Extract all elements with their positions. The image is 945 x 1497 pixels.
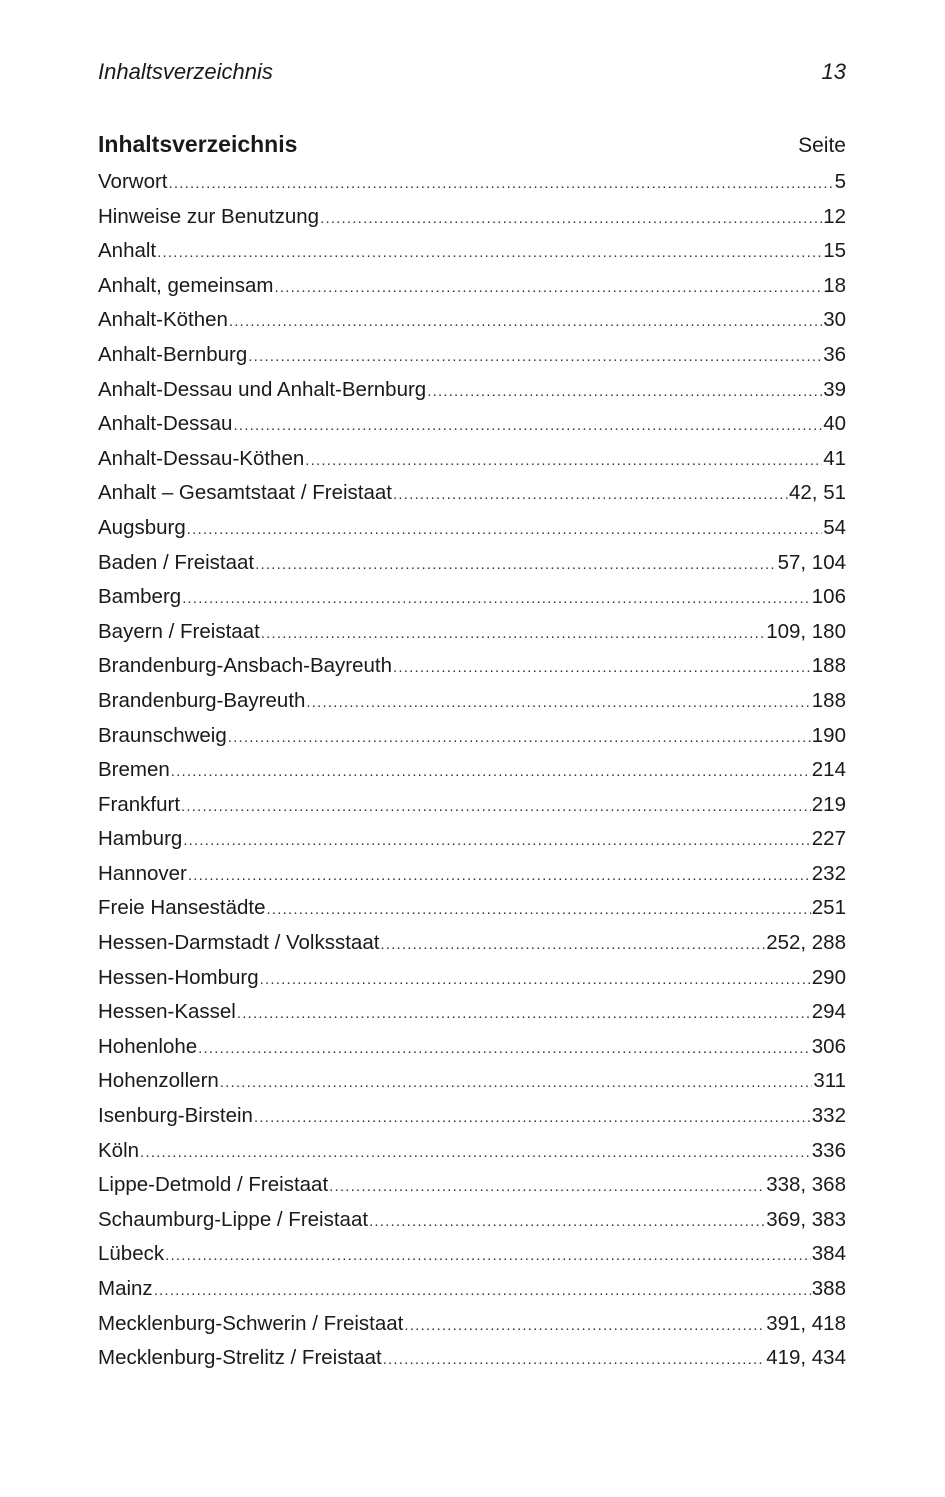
toc-entry-page: 232	[811, 861, 846, 885]
toc-entry	[98, 1030, 846, 1065]
dot-leader	[393, 478, 788, 513]
toc-entry-page: 5	[834, 170, 846, 193]
toc-entry-title: Baden / Freistaat	[98, 550, 255, 574]
toc-entry	[98, 476, 846, 511]
toc-entry-page: 214	[811, 758, 846, 782]
toc-entry-title: Braunschweig	[98, 723, 227, 747]
toc-entry-page: 36	[823, 342, 846, 366]
toc-entry-page: 306	[811, 1034, 846, 1058]
toc-entry-page: 42, 51	[789, 481, 846, 505]
toc-entry-page: 30	[823, 308, 846, 332]
toc-entry-title: Freie Hansestädte	[98, 896, 266, 920]
toc-entry	[98, 1064, 846, 1099]
toc-entry-page: 252, 288	[766, 931, 846, 955]
dot-leader	[260, 963, 811, 998]
toc-entry	[98, 649, 846, 684]
dot-leader	[393, 651, 811, 686]
dot-leader	[274, 271, 822, 306]
toc-entry-page: 41	[823, 446, 846, 470]
dot-leader	[261, 617, 765, 652]
toc-entry-title: Anhalt – Gesamtstaat / Freistaat	[98, 481, 392, 505]
toc-entry	[98, 442, 846, 477]
toc-entry	[98, 165, 846, 200]
toc-entry-title: Brandenburg-Bayreuth	[98, 688, 306, 712]
toc-entry-title: Anhalt-Dessau	[98, 412, 233, 436]
toc-entry-page: 388	[811, 1277, 846, 1300]
dot-leader	[154, 1274, 811, 1309]
dot-leader	[157, 236, 822, 271]
toc-entry-title: Hamburg	[98, 827, 183, 851]
toc-entry	[98, 511, 846, 546]
toc-entry-title: Hessen-Homburg	[98, 965, 259, 989]
toc-entry-title: Anhalt, gemeinsam	[98, 273, 274, 297]
toc-entry	[98, 822, 846, 857]
toc-entry	[98, 1099, 846, 1134]
toc-entry-page: 18	[823, 273, 846, 297]
dot-leader	[233, 409, 822, 444]
toc-entry-title: Mecklenburg-Schwerin / Freistaat	[98, 1311, 404, 1335]
toc-entry	[98, 407, 846, 442]
dot-leader	[140, 1136, 811, 1171]
toc-entry-title: Mecklenburg-Strelitz / Freistaat	[98, 1346, 382, 1370]
toc-entry-page: 188	[811, 688, 846, 712]
toc-entry-title: Bamberg	[98, 585, 182, 609]
toc-entry-page: 219	[811, 792, 846, 816]
toc-entry-page: 106	[811, 585, 846, 609]
toc-entry-title: Vorwort	[98, 170, 168, 193]
toc-entry-page: 188	[811, 654, 846, 678]
toc-entry-title: Schaumburg-Lippe / Freistaat	[98, 1207, 369, 1231]
toc-entry-page: 294	[811, 1000, 846, 1024]
toc-entry	[98, 1203, 846, 1238]
toc-entry	[98, 926, 846, 961]
toc-entry-title: Hannover	[98, 861, 187, 885]
toc-heading: Inhaltsverzeichnis	[98, 131, 298, 157]
dot-leader	[182, 582, 811, 617]
dot-leader	[220, 1066, 813, 1101]
toc-entry-title: Anhalt	[98, 239, 157, 263]
dot-leader	[427, 375, 822, 410]
toc-entry-title: Isenburg-Birstein	[98, 1104, 253, 1128]
dot-leader	[380, 928, 765, 963]
dot-leader	[188, 859, 811, 894]
toc-entry-title: Augsburg	[98, 515, 186, 539]
dot-leader	[181, 790, 811, 825]
toc-entry-page: 57, 104	[777, 550, 846, 574]
toc-entry-page: 336	[811, 1138, 846, 1162]
toc-entry	[98, 1237, 846, 1272]
toc-entry	[98, 1134, 846, 1169]
toc-entry-page: 109, 180	[766, 619, 846, 643]
toc-entry	[98, 1341, 846, 1376]
toc-entry-title: Köln	[98, 1138, 140, 1162]
toc-entry-title: Hessen-Darmstadt / Volksstaat	[98, 931, 380, 955]
toc-entry	[98, 546, 846, 581]
toc-entry	[98, 338, 846, 373]
toc-entry	[98, 373, 846, 408]
toc-entry-title: Anhalt-Köthen	[98, 308, 228, 332]
dot-leader	[306, 686, 810, 721]
dot-leader	[248, 340, 822, 375]
toc-entry-title: Hohenlohe	[98, 1034, 198, 1058]
toc-entry	[98, 615, 846, 650]
toc-entry	[98, 788, 846, 823]
toc-entry-page: 12	[823, 204, 846, 228]
toc-entry-title: Bremen	[98, 758, 170, 782]
toc-entry-page: 39	[823, 377, 846, 401]
toc-entry-page: 369, 383	[766, 1207, 846, 1231]
toc-entry-page: 419, 434	[766, 1346, 846, 1370]
dot-leader	[305, 444, 822, 479]
toc-entry-title: Hohenzollern	[98, 1069, 219, 1093]
dot-leader	[267, 893, 811, 928]
toc-entry-title: Anhalt-Dessau und Anhalt-Bernburg	[98, 377, 427, 401]
toc-entry	[98, 269, 846, 304]
toc-entry	[98, 719, 846, 754]
toc-entry	[98, 891, 846, 926]
toc-entry-page: 15	[823, 239, 846, 263]
toc-entry-page: 227	[811, 827, 846, 851]
toc-entry-page: 338, 368	[766, 1173, 846, 1197]
toc-entry	[98, 753, 846, 788]
dot-leader	[383, 1343, 766, 1378]
toc-entry-page: 311	[813, 1069, 846, 1093]
toc-entry	[98, 1272, 846, 1307]
toc-entry-page: 54	[823, 515, 846, 539]
toc-entry-page: 190	[811, 723, 846, 747]
table-of-contents	[98, 129, 846, 1376]
dot-leader	[369, 1205, 765, 1240]
toc-entry-title: Lübeck	[98, 1242, 165, 1266]
toc-entry-title: Anhalt-Bernburg	[98, 342, 248, 366]
toc-entry-title: Anhalt-Dessau-Köthen	[98, 446, 305, 470]
toc-entry-title: Hinweise zur Benutzung	[98, 204, 320, 228]
toc-entry-title: Bayern / Freistaat	[98, 619, 260, 643]
toc-entry	[98, 995, 846, 1030]
toc-heading-row	[98, 129, 846, 165]
dot-leader	[229, 305, 822, 340]
toc-entry-page: 251	[811, 896, 846, 920]
toc-entry-title: Hessen-Kassel	[98, 1000, 236, 1024]
running-header	[98, 58, 846, 86]
dot-leader	[320, 202, 822, 237]
dot-leader	[165, 1239, 811, 1274]
toc-page-column-label: Seite	[798, 134, 846, 157]
dot-leader	[187, 513, 822, 548]
running-header-page-number: 13	[821, 59, 846, 84]
toc-entry	[98, 857, 846, 892]
toc-entry-page: 391, 418	[766, 1311, 846, 1335]
dot-leader	[254, 1101, 811, 1136]
toc-entry-title: Brandenburg-Ansbach-Bayreuth	[98, 654, 393, 678]
toc-entry	[98, 1168, 846, 1203]
dot-leader	[228, 721, 811, 756]
dot-leader	[329, 1170, 765, 1205]
toc-entry	[98, 684, 846, 719]
toc-entry-title: Lippe-Detmold / Freistaat	[98, 1173, 329, 1197]
toc-entry	[98, 961, 846, 996]
dot-leader	[171, 755, 811, 790]
toc-entry	[98, 303, 846, 338]
dot-leader	[198, 1032, 811, 1067]
toc-entry-page: 290	[811, 965, 846, 989]
toc-entry-title: Mainz	[98, 1277, 153, 1300]
dot-leader	[183, 824, 810, 859]
toc-entry-page: 332	[811, 1104, 846, 1128]
running-header-title: Inhaltsverzeichnis	[98, 59, 273, 84]
toc-entry-title: Frankfurt	[98, 792, 181, 816]
dot-leader	[237, 997, 811, 1032]
toc-entry-list	[98, 165, 846, 1376]
toc-entry	[98, 1307, 846, 1342]
dot-leader	[169, 167, 834, 202]
toc-entry	[98, 234, 846, 269]
toc-entry-page: 40	[823, 412, 846, 436]
toc-entry	[98, 580, 846, 615]
dot-leader	[404, 1309, 765, 1344]
dot-leader	[255, 548, 776, 583]
toc-entry-page: 384	[811, 1242, 846, 1266]
toc-entry	[98, 200, 846, 235]
